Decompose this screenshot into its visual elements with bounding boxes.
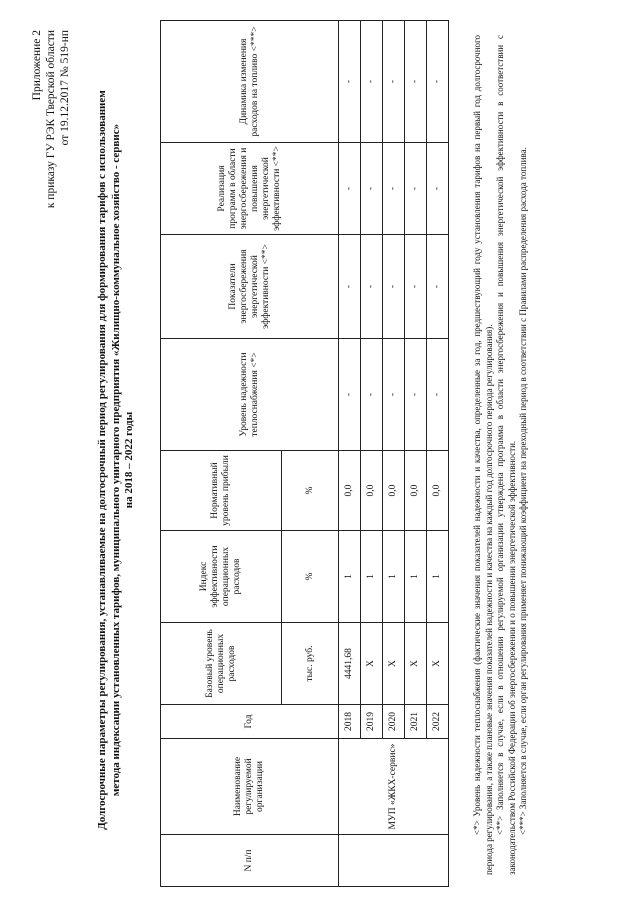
cell-reliability: - <box>361 339 383 451</box>
header-dynamics: Динамика изменения расходов на топливо <***> <box>161 21 339 143</box>
cell-index: 1 <box>405 531 427 623</box>
table-row <box>339 21 361 887</box>
header-index: Индекс эффективности операционных расходов <box>161 531 282 623</box>
unit-profit: % <box>282 451 339 531</box>
cell-programs: - <box>361 143 383 235</box>
table-header-row <box>161 21 282 887</box>
header-org: Наименование регулируемой организации <box>161 739 339 835</box>
cell-year: 2021 <box>405 705 427 739</box>
cell-programs: - <box>427 143 449 235</box>
cell-reliability: - <box>427 339 449 451</box>
cell-num <box>339 835 449 887</box>
cell-base: Х <box>427 623 449 705</box>
cell-index: 1 <box>361 531 383 623</box>
cell-dynamics: - <box>361 21 383 143</box>
header-base: Базовый уровень операционных расходов <box>161 623 282 705</box>
cell-index: 1 <box>339 531 361 623</box>
unit-index: % <box>282 531 339 623</box>
cell-base: Х <box>383 623 405 705</box>
cell-base: Х <box>361 623 383 705</box>
cell-year: 2018 <box>339 705 361 739</box>
cell-base: 4441,68 <box>339 623 361 705</box>
header-programs: Реализация программ в области энергосбережения и повышения энергетической эффективности <**> <box>161 143 339 235</box>
cell-dynamics: - <box>405 21 427 143</box>
header-num: N п/п <box>161 835 339 887</box>
cell-reliability: - <box>383 339 405 451</box>
appendix-line-1: Приложение 2 <box>31 30 43 101</box>
title-line-1: Долгосрочные параметры регулирования, устанавливаемые на долгосрочный период регулирования для формирования тарифов с использованием <box>96 90 108 830</box>
title-line-2: метода индексации установленных тарифов, муниципального унитарного предприятия «Жилищно-коммунальное хозяйство - сервис» <box>109 123 122 797</box>
cell-profit: 0,0 <box>405 451 427 531</box>
cell-energy: - <box>427 235 449 339</box>
cell-dynamics: - <box>427 21 449 143</box>
cell-year: 2022 <box>427 705 449 739</box>
cell-dynamics: - <box>383 21 405 143</box>
cell-year: 2020 <box>383 705 405 739</box>
footnote-reliability: <*> Уровень надежности теплоснабжения (фактические значения показателей надежности и качества, определенные за год, предшествующий году установления тарифов на первый год долгосрочного периода регулирования, а также плановые значения показателей надежности и качества на каждый год долгосрочного периода регулирования). <box>472 35 494 875</box>
cell-dynamics: - <box>339 21 361 143</box>
cell-programs: - <box>339 143 361 235</box>
cell-profit: 0,0 <box>339 451 361 531</box>
cell-energy: - <box>383 235 405 339</box>
parameters-table <box>160 20 449 887</box>
cell-reliability: - <box>405 339 427 451</box>
cell-energy: - <box>405 235 427 339</box>
cell-index: 1 <box>427 531 449 623</box>
appendix-header <box>30 30 72 360</box>
cell-profit: 0,0 <box>427 451 449 531</box>
header-profit: Нормативный уровень прибыли <box>161 451 282 531</box>
cell-index: 1 <box>383 531 405 623</box>
appendix-line-2: к приказу ГУ РЭК Тверской области <box>45 30 57 209</box>
footnote-energy: <**> Заполняется в случае, если в отношении регулируемой организации утверждена программа в области энергосбережения и повышения энергетической эффективности в соответствии с законодательством Российской Федерации об энергосбережении и о повышении энергетической эффективности. <box>495 35 517 875</box>
title-line-3: на 2018 – 2022 годы <box>123 411 135 509</box>
cell-programs: - <box>405 143 427 235</box>
appendix-line-3: от 19.12.2017 № 519-нп <box>59 30 71 146</box>
cell-base: Х <box>405 623 427 705</box>
cell-org-name: МУП «ЖКХ-сервис» <box>339 739 449 835</box>
unit-base: тыс. руб. <box>282 623 339 705</box>
cell-programs: - <box>383 143 405 235</box>
header-year: Год <box>161 705 339 739</box>
footnotes <box>472 35 530 875</box>
header-energy: Показатели энергосбережения энергетической эффективности <**> <box>161 235 339 339</box>
cell-energy: - <box>339 235 361 339</box>
header-reliability: Уровень надежности теплоснабжения <*> <box>161 339 339 451</box>
cell-reliability: - <box>339 339 361 451</box>
cell-energy: - <box>361 235 383 339</box>
cell-profit: 0,0 <box>383 451 405 531</box>
cell-year: 2019 <box>361 705 383 739</box>
document-title <box>96 60 137 860</box>
footnote-fuel: <***> Заполняется в случае, если орган регулирования применяет понижающий коэффициент на переходный период в соответствии с Правилами распределения расхода топлива. <box>518 147 528 835</box>
cell-profit: 0,0 <box>361 451 383 531</box>
